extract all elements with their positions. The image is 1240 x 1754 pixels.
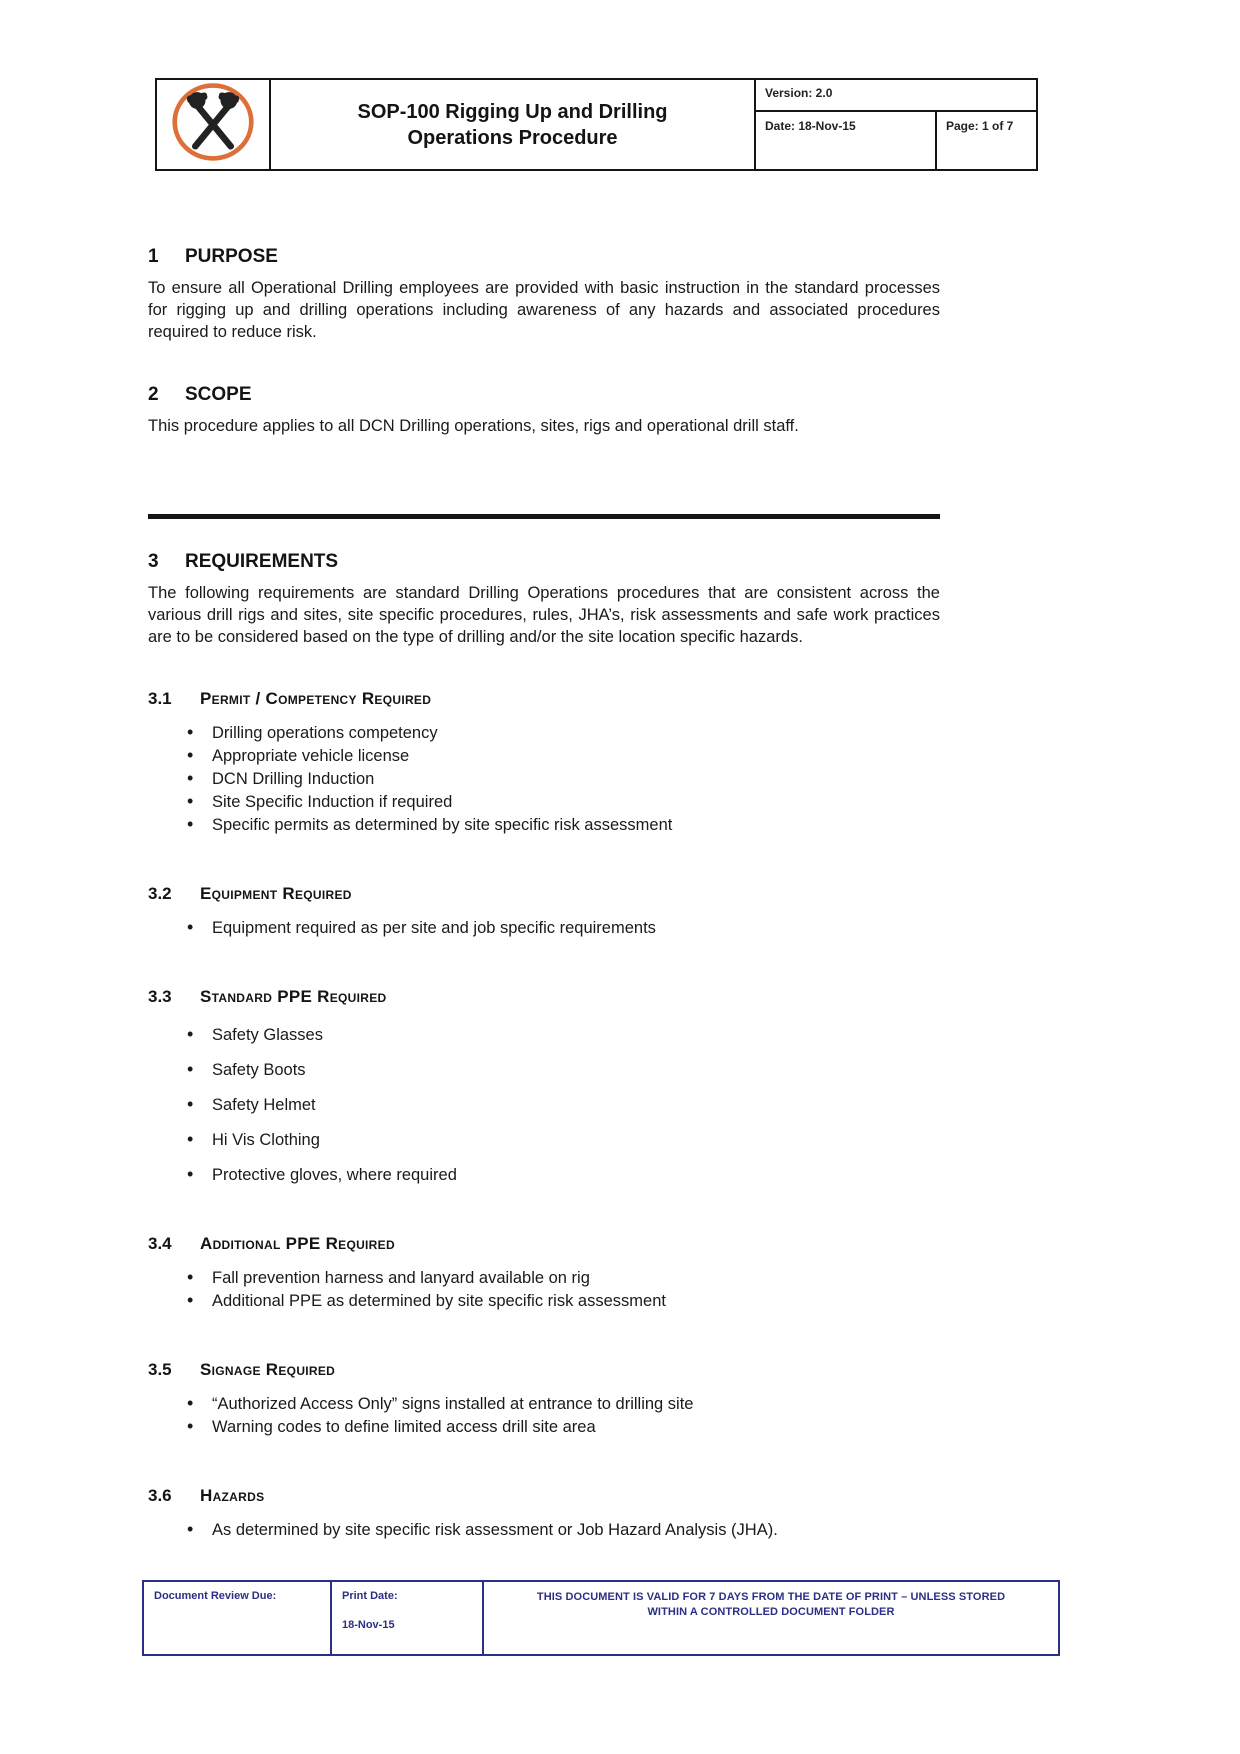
subsection-title: Permit / Competency Required [200,689,432,708]
page-number-label: Page: 1 of 7 [946,119,1014,133]
subsection-heading [148,884,940,904]
company-logo-icon [165,80,261,169]
section-number: 2 [148,384,159,405]
bullet-item: • “Authorized Access Only” signs installed at entrance to drilling site [185,1393,940,1416]
bullet-item: • Safety Helmet [185,1094,940,1117]
logo-cell [157,80,271,169]
header-table [155,78,1038,171]
subsection-title: Standard PPE Required [200,987,387,1006]
review-due-label: Document Review Due: [144,1582,332,1654]
print-date-value: 18-Nov-15 [342,1619,395,1631]
bullet-list [148,917,940,940]
section-purpose [148,246,940,343]
subsection-title: Additional PPE Required [200,1234,395,1253]
bullet-item: • Additional PPE as determined by site specific risk assessment [185,1290,940,1313]
bullet-item: • Site Specific Induction if required [185,791,940,814]
section-paragraph: To ensure all Operational Drilling employees are provided with basic instruction in the standard processes for rigging up and drilling operations including awareness of any hazards and associated procedures required to reduce risk. [148,279,940,341]
section-heading [148,246,940,268]
subsection-heading [148,1486,940,1506]
bullet-item: • As determined by site specific risk assessment or Job Hazard Analysis (JHA). [185,1519,940,1542]
version-label: Version: 2.0 [756,80,1036,112]
subsection-permit-competency [148,689,940,837]
subsection-additional-ppe [148,1234,940,1313]
section-requirements [148,551,940,648]
bullet-list [148,1267,940,1313]
section-title: PURPOSE [185,246,278,267]
print-date-label: Print Date: [342,1590,398,1602]
section-number: 1 [148,246,159,267]
subsection-title: Signage Required [200,1360,336,1379]
bullet-item: • Safety Boots [185,1059,940,1082]
subsection-heading [148,1234,940,1254]
bullet-item: • Safety Glasses [185,1024,940,1047]
subsection-signage [148,1360,940,1439]
bullet-item: • Protective gloves, where required [185,1164,940,1187]
footer-table [142,1580,1060,1656]
bullet-item: • Specific permits as determined by site specific risk assessment [185,814,940,837]
section-heading [148,551,940,573]
section-scope [148,384,940,437]
subsection-number: 3.6 [148,1486,172,1505]
subsection-number: 3.3 [148,987,172,1006]
bullet-item: • Equipment required as per site and job specific requirements [185,917,940,940]
subsection-number: 3.5 [148,1360,172,1379]
bullet-item: • Drilling operations competency [185,722,940,745]
print-date-cell [332,1582,484,1654]
document-body [148,246,940,1542]
date-label: Date: 18-Nov-15 [756,112,937,169]
bullet-item: • Appropriate vehicle license [185,745,940,768]
validity-notice: THIS DOCUMENT IS VALID FOR 7 DAYS FROM THE DATE OF PRINT – UNLESS STORED WITHIN A CONTROLLED DOCUMENT FOLDER [536,1591,1006,1618]
subsection-title: Hazards [200,1486,265,1505]
bullet-item: • DCN Drilling Induction [185,768,940,791]
bullet-list [148,1393,940,1439]
subsection-heading [148,987,940,1007]
header-meta [756,80,1036,169]
subsection-equipment [148,884,940,940]
section-title: SCOPE [185,384,252,405]
page-title: SOP-100 Rigging Up and Drilling Operations Procedure [271,80,756,169]
section-paragraph: The following requirements are standard Drilling Operations procedures that are consistent across the various drill rigs and sites, site specific procedures, rules, JHA’s, risk assessments and safe work practices are to be considered based on the type of drilling and/or the site location specific hazards. [148,584,940,646]
section-number: 3 [148,551,159,572]
bullet-item: • Warning codes to define limited access drill site area [185,1416,940,1439]
bullet-item: • Fall prevention harness and lanyard available on rig [185,1267,940,1290]
subsection-number: 3.2 [148,884,172,903]
subsection-title: Equipment Required [200,884,352,903]
subsection-heading [148,1360,940,1380]
bullet-item: • Hi Vis Clothing [185,1129,940,1152]
bullet-list [148,1024,940,1187]
subsection-number: 3.4 [148,1234,172,1253]
subsection-number: 3.1 [148,689,172,708]
subsection-standard-ppe [148,987,940,1187]
subsection-hazards [148,1486,940,1542]
subsection-heading [148,689,940,709]
section-paragraph: This procedure applies to all DCN Drilling operations, sites, rigs and operational drill staff. [148,417,799,435]
bullet-list [148,722,940,837]
bullet-list [148,1519,940,1542]
section-title: REQUIREMENTS [185,551,339,572]
section-divider [148,514,940,519]
section-heading [148,384,940,406]
validity-notice-cell [484,1582,1058,1654]
